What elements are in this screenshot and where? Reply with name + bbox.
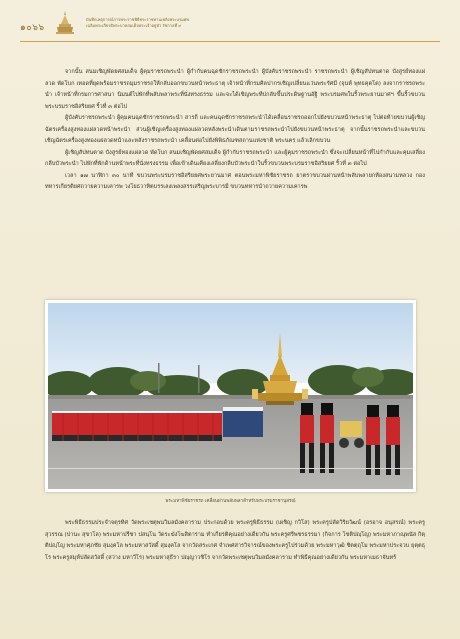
body-text-bottom [45,518,425,564]
header-divider [20,41,440,42]
procession-photo [45,300,416,492]
paragraph-1: จากนั้น สนมเชิญพัดยศสมเด็จ ผู้คุมราชรถพระนำ ผู้กำกับคนฉุดชักราชรถพระนำ ผู้บังคับราชรถพระนำ ราชรถพระนำ ผู้เชิญสัปทนตาด บังสูรย์ทองแผ่ลวด พัดโบก เทอดที่ยุดพร้อมราชรถมุมราชรถให้กลับออกขบวนหน้าพระธาตุ เจ้าหน้าที่กรมศิลปากรเชิญเปลี่ยนแว่นพระรัศมี (จุนห์ พุทธคุตโต) ลงจากราชรถพระนำ เจ้าหน้าที่กรมการศาสนา นิมนต์ไปพักที่พลับพลาพระที่นั่งทรงธรรม และจะได้เชิญพระทีปกลับขึ้นประดิษฐานอัฐิ พระบรมศพในริ้วพระยานมาศฯ ขึ้นริ้วขบวนพระบรมราชอิสริยยศ ริ้วที่ ๓ ต่อไป [45,69,425,110]
page-number: ๑๐๖๖ [20,23,45,33]
body-text-top [45,67,425,194]
page-header [0,8,460,42]
paragraph-3: ผู้เชิญสัปทนตาด บังสูรย์ทองแผ่ลวด พัดโบก สนมเชิญพัดยศสมเด็จ ผู้กำกับราชรถพระนำ และผู้คุมราชรถพระนำ ซึ่งจะเปลี่ยนหน้าที่ไปกำกับและคุมเสลี่ยงกลีบบัวพระนำ ไปพักที่พักด้านหน้าพระที่นั่งทรงธรรม เพื่อเข้าเดินเคียงเสลี่ยงกลีบบัวพระนำในริ้วขบวนพระบรมราชอิสริยยศ ริ้วที่ ๓ ต่อไป [45,149,425,167]
paragraph-5: พระพิธีธรรมประจำจตุรทิศ วัดพระเชตุพนวิมลมังคลาราม ประกอบด้วย พระครูพิธีธรรม (เผชิญ กวิโส) พระครูปลัดวิริยวัฒน์ (อรอาจ อนุสรณ์) พระครูสุวรรณ (ปานะ สุขาโล) พระมหาปรีชา ปสนฺโน วัดระฆังโฆสิตาราม ทำเกียรติคุณอย่างเดียวกัน พระครูศรีพชรธรรมา (กิจการ โชติปญฺโญ) พระมหาภาณุพนัส กิตฺติปญฺโญ พระมหาศุภชัย สุมงฺคโล พระมหาสวัสดิ์ สุมงฺคโล จากวัดสระเกศ จำเพศสารวิจารณ์ของพระครูไปร่วมด้วย พระมหาวุฒิ ชิตตฺถุโม พระมหาประจวบ ยุตฺตธุโร พระครูสมุห์ปลัดสวัสดิ์ (สว่าง มหาวีโร) พระมหาสุธีรา ปญฺญาวชิโร จากวัดพระเชตุพนวิมลมังคลาราม ทำพิธีคุณอย่างเดียวกัน พระมหาเมธาจันทร์ [45,520,425,561]
header-line-2: เฉลิมพระเกียรติพระบาทสมเด็จพระเจ้าอยู่หัว รัชกาลที่ ๙ [86,23,182,28]
procession-photo-image [48,303,413,489]
royal-emblem-icon [55,10,75,36]
paragraph-4: เวลา ๑๗ นาฬิกา ๓๐ นาที ขบวนพระบรมราชอิสริยยศพระยานมาศ ตอนพระมหาพิชัยราชรถ ยาตราขบวนผ่านหน้าพลับพลายกท้องสนามหลวง กองทหารเกียรติยศถวายความเคารพ วงโยธวาทิตบรรเลงเพลงสรรเสริญพระบารมี ขบวนทหารนำถวายความเคารพ [45,172,425,190]
header-text [86,17,316,29]
paragraph-2: ผู้บังคับราชรถพระนำ ผู้คุมคนฉุดชักราชรถพระนำ สารถี และคนฉุดชักราชรถพระนำได้เคลื่อนราชรถออกไปยังขบวนหน้าพระธาตุ ไปต่อท้ายขบวนผู้เชิญฉัตรเครื่องสูงทองแผ่ลวดหน้าพระนำ ส่วนผู้เชิญเครื่องสูงทองแผ่ลวดหลังพระนำเดินตามราชรถพระนำไปยังขบวนหน้าพระธาตุ จากนั้นราชรถพระนำและขบวนเชิญฉัตรเครื่องสูงทองแผ่ลวดหน้าและหลังราชรถพระนำ เคลื่อนต่อไปยังพิพิธภัณฑสถานแห่งชาติ พระนคร แล้วเลิกขบวน [45,115,425,144]
header-line-1: บันทึกเหตุการณ์การพระราชพิธีพระราชทานเพลิงพระบรมศพ [86,17,189,22]
photo-caption: พระมหาพิชัยราชรถ เคลื่อนผ่านพลับพลาสำหรับพระบรมราชานุสรณ์ [165,499,296,504]
